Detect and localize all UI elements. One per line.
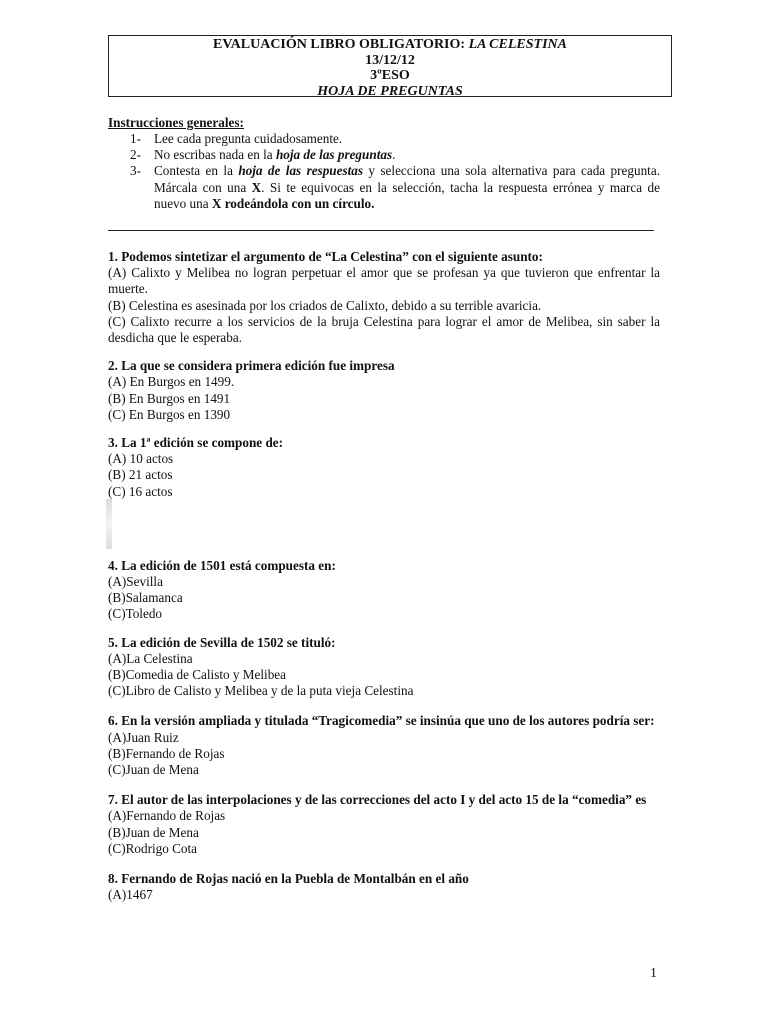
answer-option: (C)Rodrigo Cota: [108, 840, 198, 856]
question-text: 3. La 1ª edición se compone de:: [108, 435, 284, 451]
instruction-emphasis: X rodeándola con un círculo.: [211, 195, 375, 211]
answer-option: (B) Celestina es asesinada por los criados de Calixto, debido a su terrible avaricia.: [108, 297, 542, 313]
question-block: [108, 249, 660, 346]
exam-title: [109, 37, 671, 53]
instruction-number: 2-: [130, 147, 141, 163]
header-box: [108, 35, 672, 97]
answer-option: (A) En Burgos en 1499.: [108, 374, 235, 390]
instruction-number: 1-: [130, 131, 141, 146]
question-text: 4. La edición de 1501 está compuesta en:: [108, 557, 336, 573]
question-block: [108, 635, 660, 700]
answer-option: (B)Fernando de Rojas: [108, 745, 225, 761]
instruction-text: Lee cada pregunta cuidadosamente.: [154, 131, 343, 146]
instructions-title: Instrucciones generales:: [108, 115, 244, 130]
answer-option: (B)Salamanca: [108, 590, 183, 606]
answer-option: (C) 16 actos: [108, 483, 173, 499]
answer-option: (A) 10 actos: [108, 451, 174, 467]
question-text: 2. La que se considera primera edición fue impresa: [108, 358, 395, 374]
answer-option: (C) En Burgos en 1390: [108, 406, 231, 422]
instruction-text-part: Contesta en la: [154, 163, 239, 179]
exam-course: 3ºESO: [370, 68, 410, 83]
answer-option: (A)Juan Ruiz: [108, 729, 179, 745]
question-text: 7. El autor de las interpolaciones y de las correcciones del acto I y del acto 15 de la “comedia” es: [108, 792, 647, 808]
exam-sheet-title: HOJA DE PREGUNTAS: [317, 83, 463, 99]
answer-option: (A)Sevilla: [108, 574, 163, 590]
instruction-text: [154, 163, 660, 212]
exam-title-prefix: EVALUACIÓN LIBRO OBLIGATORIO:: [213, 37, 469, 52]
exam-date: 13/12/12: [365, 52, 415, 68]
answer-option: (B) En Burgos en 1491: [108, 390, 231, 406]
answer-option: (C)Juan de Mena: [108, 762, 199, 778]
question-block: [108, 713, 660, 778]
instruction-number: 3-: [130, 163, 141, 179]
question-block: [108, 871, 660, 903]
question-block: [108, 558, 660, 623]
exam-title-book: LA CELESTINA: [468, 37, 567, 52]
answer-option: (A)1467: [108, 887, 153, 903]
answer-option: (B)Comedia de Calisto y Melibea: [108, 667, 286, 683]
answer-option: (A)Fernando de Rojas: [108, 808, 226, 824]
question-block: [108, 435, 660, 500]
answer-option: (C) Calixto recurre a los servicios de la bruja Celestina para lograr el amor de Melibea, sin saber la desdicha que le esperaba.: [108, 313, 660, 346]
instruction-text-part: No escribas nada en la: [154, 147, 276, 163]
answer-option: (B) 21 actos: [108, 467, 173, 483]
answer-option: (A)La Celestina: [108, 650, 193, 666]
instruction-item: [130, 131, 660, 147]
instruction-text-part: . Si te equivocas en la selección, tacha la respuesta errónea y marca de nuevo una: [154, 179, 661, 211]
instruction-emphasis: X: [251, 179, 262, 195]
scan-mark: [106, 499, 112, 549]
question-text: 1. Podemos sintetizar el argumento de “La Celestina” con el siguiente asunto:: [108, 249, 543, 264]
page-number: 1: [650, 966, 657, 981]
question-text: 8. Fernando de Rojas nació en la Puebla de Montalbán en el año: [108, 871, 469, 887]
instruction-emphasis: hoja de las preguntas: [275, 147, 393, 163]
instructions-title-block: [108, 115, 660, 131]
answer-option: (A) Calixto y Melibea no logran perpetuar el amor que se profesan ya que tuvieron que enfrentar la muerte.: [108, 265, 660, 297]
question-block: [108, 792, 660, 857]
instruction-text-part: .: [392, 147, 396, 163]
instruction-text-part: y selecciona una sola alternativa para cada pregunta. Márcala con una: [154, 163, 660, 195]
answer-option: (C)Toledo: [108, 606, 163, 622]
question-text: 5. La edición de Sevilla de 1502 se tituló:: [108, 634, 336, 650]
instruction-emphasis: hoja de las respuestas: [238, 163, 364, 179]
horizontal-divider: [108, 230, 654, 231]
instruction-item: [130, 163, 660, 212]
answer-option: (C)Libro de Calisto y Melibea y de la puta vieja Celestina: [108, 683, 414, 699]
questions-list: [108, 249, 660, 904]
question-text: 6. En la versión ampliada y titulada “Tragicomedia” se insinúa que uno de los autores podría ser:: [108, 713, 655, 729]
instruction-text: [154, 147, 660, 163]
instructions-list: [130, 131, 660, 212]
answer-option: (B)Juan de Mena: [108, 824, 199, 840]
question-block: [108, 358, 660, 423]
instruction-item: [130, 147, 660, 163]
